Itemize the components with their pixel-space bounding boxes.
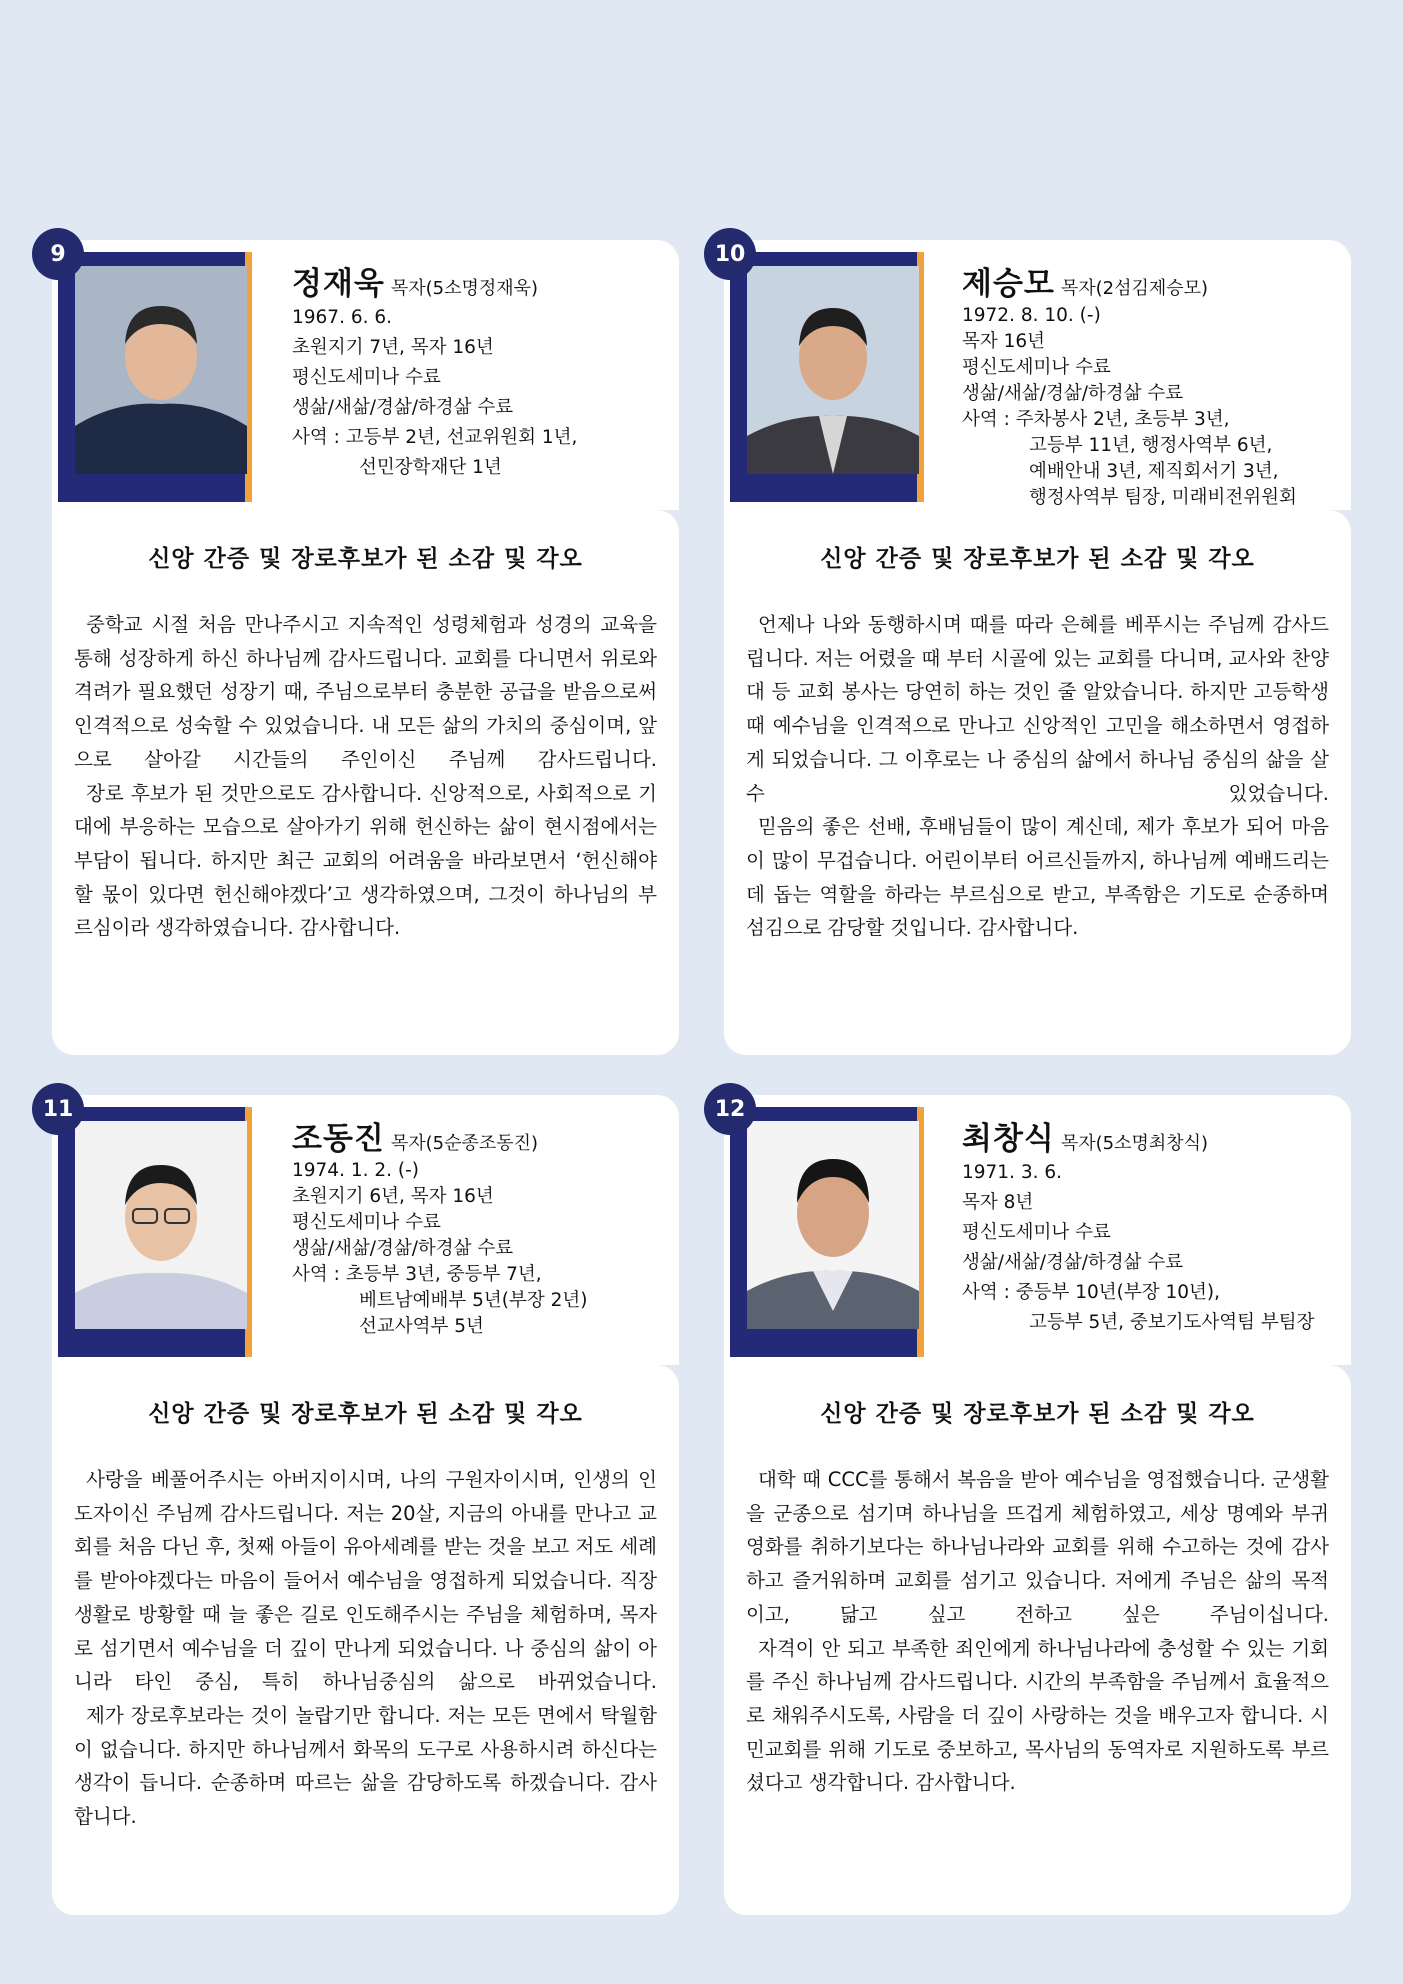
photo-frame (58, 252, 252, 502)
section-title: 신앙 간증 및 장로후보가 된 소감 및 각오 (148, 1401, 583, 1427)
detail-line: 고등부 5년, 중보기도사역팀 부팀장 (1029, 1312, 1315, 1333)
detail-line: 1974. 1. 2. (-) (292, 1160, 420, 1181)
detail-line: 생삶/새삶/경삶/하경삶 수료 (962, 1252, 1184, 1273)
candidate-role: 목자(5소명정재욱) (390, 278, 539, 299)
detail-line: 평신도세미나 수료 (962, 1222, 1111, 1243)
detail-line: 고등부 11년, 행정사역부 6년, (1029, 435, 1273, 456)
detail-line: 생삶/새삶/경삶/하경삶 수료 (292, 1238, 514, 1259)
detail-line: 선교사역부 5년 (359, 1316, 484, 1337)
detail-line: 예배안내 3년, 제직회서기 3년, (1029, 461, 1279, 482)
detail-line: 사역 : 주차봉사 2년, 초등부 3년, (962, 409, 1230, 430)
detail-line: 생삶/새삶/경삶/하경삶 수료 (292, 397, 514, 418)
testimony-paragraph: 대학 때 CCC를 통해서 복음을 받아 예수님을 영접했습니다. 군생활을 군종으로 섬기며 하나님을 뜨겁게 체험하였고, 세상 명예와 부귀영화를 취하기보다는 하나님나라와 교회를 위해 수고하는 것에 감사하고 즐거워하며 교회를 섬기고 있습니다. 저에게 주님은 삶의 목적이고, 닮고 싶고 전하고 싶은 주님이십니다. (746, 1468, 1329, 1626)
testimony-text (746, 608, 1329, 945)
profile-info (962, 1113, 1352, 1338)
testimony-text (74, 608, 657, 945)
detail-line: 1971. 3. 6. (962, 1162, 1063, 1183)
detail-line: 목자 16년 (962, 331, 1046, 352)
photo-frame (730, 1107, 924, 1357)
candidate-photo (747, 266, 919, 474)
testimony-paragraph: 언제나 나와 동행하시며 때를 따라 은혜를 베푸시는 주님께 감사드립니다. 저는 어렸을 때 부터 시골에 있는 교회를 다니며, 교사와 찬양대 등 교회 봉사는 당연히 하는 것인 줄 알았습니다. 하지만 고등학생 때 예수님을 인격적으로 만나고 신앙적인 고민을 해소하면서 영접하게 되었습니다. 그 이후로는 나 중심의 삶에서 하나님 중심의 삶을 살 수 있었습니다. (746, 613, 1329, 805)
testimony-text (746, 1463, 1329, 1800)
detail-line: 사역 : 중등부 10년(부장 10년), (962, 1282, 1220, 1303)
testimony-paragraph: 중학교 시절 처음 만나주시고 지속적인 성령체험과 성경의 교육을 통해 성장하게 하신 하나님께 감사드립니다. 교회를 다니면서 위로와 격려가 필요했던 성장기 때, 주님으로부터 충분한 공급을 받음으로써 인격적으로 성숙할 수 있었습니다. 내 모든 삶의 가치의 중심이며, 앞으로 살아갈 시간들의 주인이신 주님께 감사드립니다. (74, 613, 657, 771)
candidate-number-badge: 11 (32, 1083, 84, 1135)
candidate-role: 목자(5소명최창식) (1060, 1133, 1209, 1154)
testimony-panel (52, 1365, 679, 1915)
section-title: 신앙 간증 및 장로후보가 된 소감 및 각오 (148, 546, 583, 572)
detail-line: 1967. 6. 6. (292, 307, 393, 328)
detail-line: 선민장학재단 1년 (359, 457, 502, 478)
photo-frame (730, 252, 924, 502)
photo-frame (58, 1107, 252, 1357)
candidate-photo (747, 1121, 919, 1329)
detail-line: 초원지기 6년, 목자 16년 (292, 1186, 494, 1207)
testimony-paragraph: 믿음의 좋은 선배, 후배님들이 많이 계신데, 제가 후보가 되어 마음이 많이 무겁습니다. 어린이부터 어르신들까지, 하나님께 예배드리는 데 돕는 역할을 하라는 부르심으로 받고, 부족함은 기도로 순종하며 섬김으로 감당할 것입니다. 감사합니다. (746, 815, 1329, 940)
detail-line: 사역 : 초등부 3년, 중등부 7년, (292, 1264, 542, 1285)
candidate-name: 정재욱 (292, 266, 385, 302)
detail-line: 1972. 8. 10. (-) (962, 305, 1101, 326)
section-title: 신앙 간증 및 장로후보가 된 소감 및 각오 (820, 1401, 1255, 1427)
candidate-role: 목자(5순종조동진) (390, 1133, 539, 1154)
detail-line: 베트남예배부 5년(부장 2년) (359, 1290, 588, 1311)
testimony-paragraph: 장로 후보가 된 것만으로도 감사합니다. 신앙적으로, 사회적으로 기대에 부응하는 모습으로 살아가기 위해 헌신하는 삶이 현시점에서는 부담이 됩니다. 하지만 최근 교회의 어려움을 바라보면서 ‘헌신해야 할 몫이 있다면 헌신해야겠다’고 생각하였으며, 그것이 하나님의 부르심이라 생각하였습니다. 감사합니다. (74, 781, 657, 940)
candidate-number-badge: 10 (704, 228, 756, 280)
profile-info (292, 258, 682, 483)
detail-line: 평신도세미나 수료 (292, 1212, 441, 1233)
candidate-photo (75, 266, 247, 474)
detail-line: 목자 8년 (962, 1192, 1034, 1213)
candidate-role: 목자(2섬김제승모) (1060, 278, 1209, 299)
testimony-paragraph: 사랑을 베풀어주시는 아버지이시며, 나의 구원자이시며, 인생의 인도자이신 주님께 감사드립니다. 저는 20살, 지금의 아내를 만나고 교회를 처음 다닌 후, 첫째 아들이 유아세례를 받는 것을 보고 저도 세례를 받아야겠다는 마음이 들어서 예수님을 영접하게 되었습니다. 직장생활로 방황할 때 늘 좋은 길로 인도해주시는 주님을 체험하며, 목자로 섬기면서 예수님을 더 깊이 만나게 되었습니다. 나 중심의 삶이 아니라 타인 중심, 특히 하나님중심의 삶으로 바뀌었습니다. (74, 1468, 657, 1694)
detail-line: 평신도세미나 수료 (292, 367, 441, 388)
testimony-panel (724, 510, 1351, 1055)
detail-line: 생삶/새삶/경삶/하경삶 수료 (962, 383, 1184, 404)
candidate-number-badge: 12 (704, 1083, 756, 1135)
candidate-name: 최창식 (962, 1121, 1055, 1157)
testimony-text (74, 1463, 657, 1834)
detail-line: 초원지기 7년, 목자 16년 (292, 337, 494, 358)
testimony-panel (52, 510, 679, 1055)
testimony-paragraph: 제가 장로후보라는 것이 놀랍기만 합니다. 저는 모든 면에서 탁월함이 없습니다. 하지만 하나님께서 화목의 도구로 사용하시려 하신다는 생각이 듭니다. 순종하며 따르는 삶을 감당하도록 하겠습니다. 감사합니다. (74, 1703, 657, 1829)
candidate-number-badge: 9 (32, 228, 84, 280)
profile-info (292, 1113, 682, 1340)
candidate-name: 조동진 (292, 1121, 385, 1157)
detail-line: 행정사역부 팀장, 미래비전위원회 (1029, 487, 1297, 508)
candidate-name: 제승모 (962, 266, 1055, 302)
profile-info (962, 258, 1352, 511)
detail-line: 평신도세미나 수료 (962, 357, 1111, 378)
section-title: 신앙 간증 및 장로후보가 된 소감 및 각오 (820, 546, 1255, 572)
testimony-paragraph: 자격이 안 되고 부족한 죄인에게 하나님나라에 충성할 수 있는 기회를 주신 하나님께 감사드립니다. 시간의 부족함을 주님께서 효율적으로 채워주시도록, 사람을 더 깊이 사랑하는 것을 배우고자 합니다. 시민교회를 위해 기도로 중보하고, 목사님의 동역자로 지원하도록 부르셨다고 생각합니다. 감사합니다. (746, 1636, 1329, 1795)
testimony-panel (724, 1365, 1351, 1915)
detail-line: 사역 : 고등부 2년, 선교위원회 1년, (292, 427, 578, 448)
candidate-photo (75, 1121, 247, 1329)
